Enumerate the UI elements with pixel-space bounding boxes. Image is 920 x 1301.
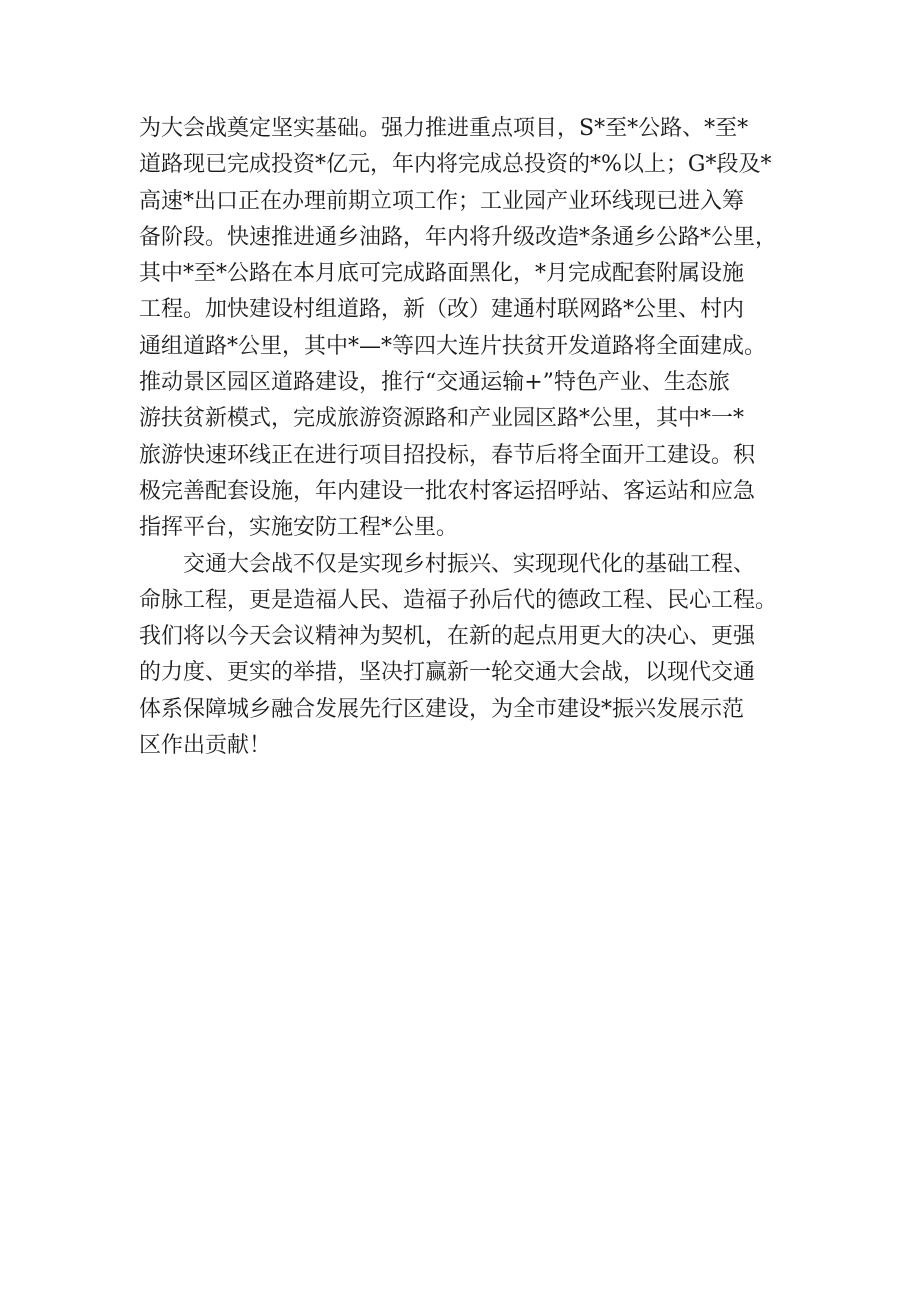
text-line: 的力度、更实的举措，坚决打赢新一轮交通大会战，以现代交通 xyxy=(139,660,756,686)
text-line: 工程。加快建设村组道路，新（改）建通村联网路*公里、村内 xyxy=(139,297,745,323)
text-line: 通组道路*公里，其中*—*等四大连片扶贫开发道路将全面建成。 xyxy=(139,333,767,359)
text-line: 命脉工程，更是造福人民、造福子孙后代的德政工程、民心工程。 xyxy=(139,587,778,613)
text-line: 高速*出口正在办理前期立项工作；工业园产业环线现已进入筹 xyxy=(139,188,745,214)
text-line: 为大会战奠定坚实基础。强力推进重点项目，S*至*公路、*至* xyxy=(139,116,749,141)
text-line: 推动景区园区道路建设，推行“交通运输+”特色产业、生态旅 xyxy=(139,370,730,396)
text-line: 体系保障城乡融合发展先行区建设，为全市建设*振兴发展示范 xyxy=(139,696,745,722)
text-line: 我们将以今天会议精神为契机，在新的起点用更大的决心、更强 xyxy=(139,624,756,650)
text-line: 备阶段。快速推进通乡油路，年内将升级改造*条通乡公路*公里， xyxy=(139,224,778,250)
text-line: 其中*至*公路在本月底可完成路面黑化，*月完成配套附属设施 xyxy=(139,261,745,287)
paragraph-conclusion xyxy=(139,547,799,765)
paragraph-continuation xyxy=(139,111,799,547)
text-line: 旅游快速环线正在进行项目招投标，春节后将全面开工建设。积 xyxy=(139,442,756,468)
text-line: 指挥平台，实施安防工程*公里。 xyxy=(139,515,459,541)
text-line: 区作出贡献！ xyxy=(139,733,272,759)
text-line: 极完善配套设施，年内建设一批农村客运招呼站、客运站和应急 xyxy=(139,478,756,504)
text-line: 游扶贫新模式，完成旅游资源路和产业园区路*公里，其中*一* xyxy=(139,406,745,432)
document-body xyxy=(139,111,799,764)
text-line: 道路现已完成投资*亿元，年内将完成总投资的*%以上；G*段及* xyxy=(139,152,772,178)
text-line-indented: 交通大会战不仅是实现乡村振兴、实现现代化的基础工程、 xyxy=(183,551,756,577)
